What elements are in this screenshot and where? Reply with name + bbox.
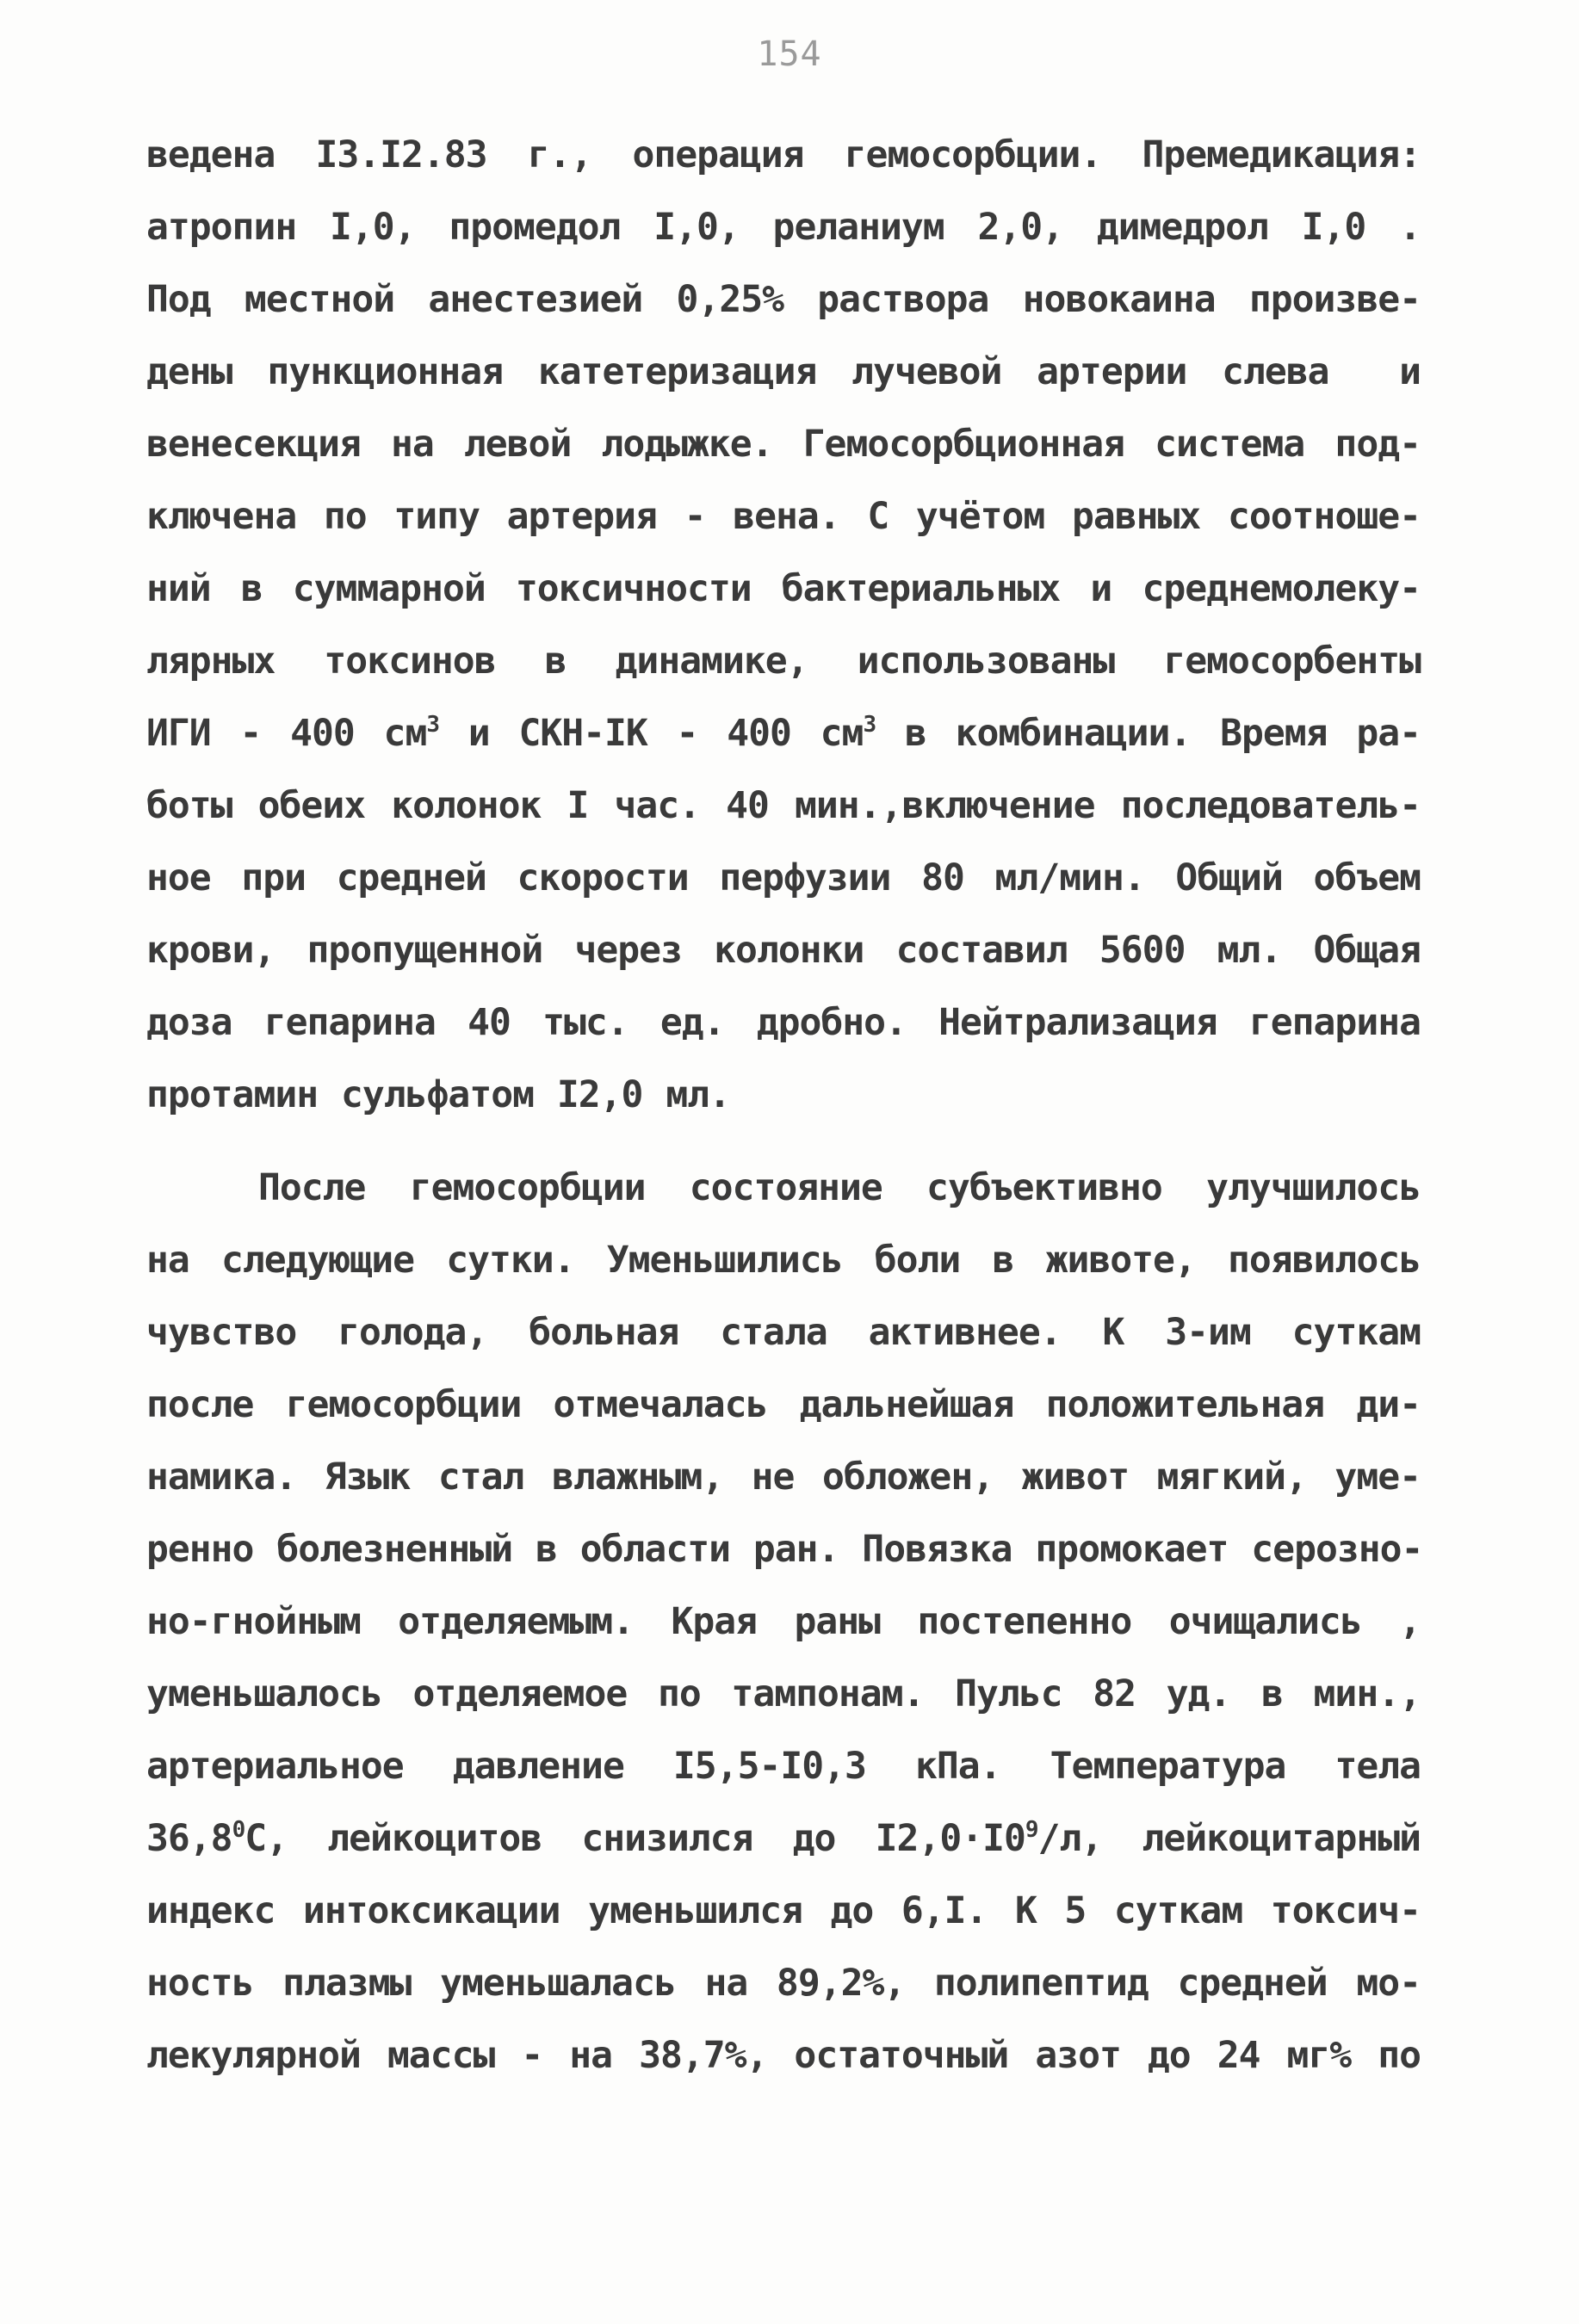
text-line: ведена I3.I2.83 г., операция гемосорбции. Премедикация: [146,133,1421,176]
body-text [146,119,1421,2092]
superscript: 3 [426,712,439,738]
text-line: ИГИ - 400 $см^3$ и СКН-IК - 400 $см^3$ в комбинации. Время ра- [146,712,1421,755]
text-line: индекс интоксикации уменьшился до 6,I. К 5 суткам токсич- [146,1889,1421,1932]
text-line: крови, пропущенной через колонки составил 5600 мл. Общая [146,929,1421,972]
page-number: 154 [757,34,822,74]
text-line: ное при средней скорости перфузии 80 мл/мин. Общий объем [146,856,1421,899]
text-line: протамин сульфатом I2,0 мл. [146,1073,730,1116]
text-line: лекулярной массы - на 38,7%, остаточный азот до 24 мг% по [146,2034,1421,2077]
superscript: 3 [863,712,876,738]
text-line: после гемосорбции отмечалась дальнейшая положительная ди- [146,1383,1421,1426]
text-line: венесекция на левой лодыжке. Гемосорбционная система под- [146,423,1421,466]
text-line: намика. Язык стал влажным, не обложен, живот мягкий, уме- [146,1456,1421,1499]
text-line: на следующие сутки. Уменьшились боли в животе, появилось [146,1239,1421,1282]
paragraph-gap [146,1131,1421,1152]
text-line: 36,8$^0$С, лейкоцитов снизился до $I2,0\cdot I0^9/л$, лейкоцитарный [146,1817,1421,1860]
text-line: Под местной анестезией 0,25% раствора новокаина произве- [146,278,1421,321]
text-line: ключена по типу артерия - вена. С учётом равных соотноше- [146,495,1421,538]
text-line: чувство голода, больная стала активнее. К 3-им суткам [146,1311,1421,1354]
text-line: ность плазмы уменьшалась на 89,2%, полипептид средней мо- [146,1962,1421,2005]
text-line: уменьшалось отделяемое по тампонам. Пульс 82 уд. в мин., [146,1672,1421,1715]
superscript: 0 [232,1817,245,1843]
text-line: атропин I,0, промедол I,0, реланиум 2,0, димедрол I,0 . [146,206,1421,249]
text-line: артериальное давление I5,5-I0,3 кПа. Температура тела [146,1745,1421,1788]
text-line: но-гнойным отделяемым. Края раны постепенно очищались , [146,1600,1421,1643]
text-line: ренно болезненный в области ран. Повязка промокает серозно- [146,1528,1423,1571]
text-line: дены пункционная катетеризация лучевой артерии слева и [146,350,1421,393]
text-line: доза гепарина 40 тыс. ед. дробно. Нейтрализация гепарина [146,1001,1421,1044]
text-line: ний в суммарной токсичности бактериальных и среднемолеку- [146,567,1421,610]
superscript: 9 [1025,1817,1038,1843]
text-line: боты обеих колонок I час. 40 мин.,включение последователь- [146,784,1421,827]
text-line: лярных токсинов в динамике, использованы гемосорбенты [146,640,1421,683]
text-line: После гемосорбции состояние субъективно улучшилось [258,1166,1421,1209]
